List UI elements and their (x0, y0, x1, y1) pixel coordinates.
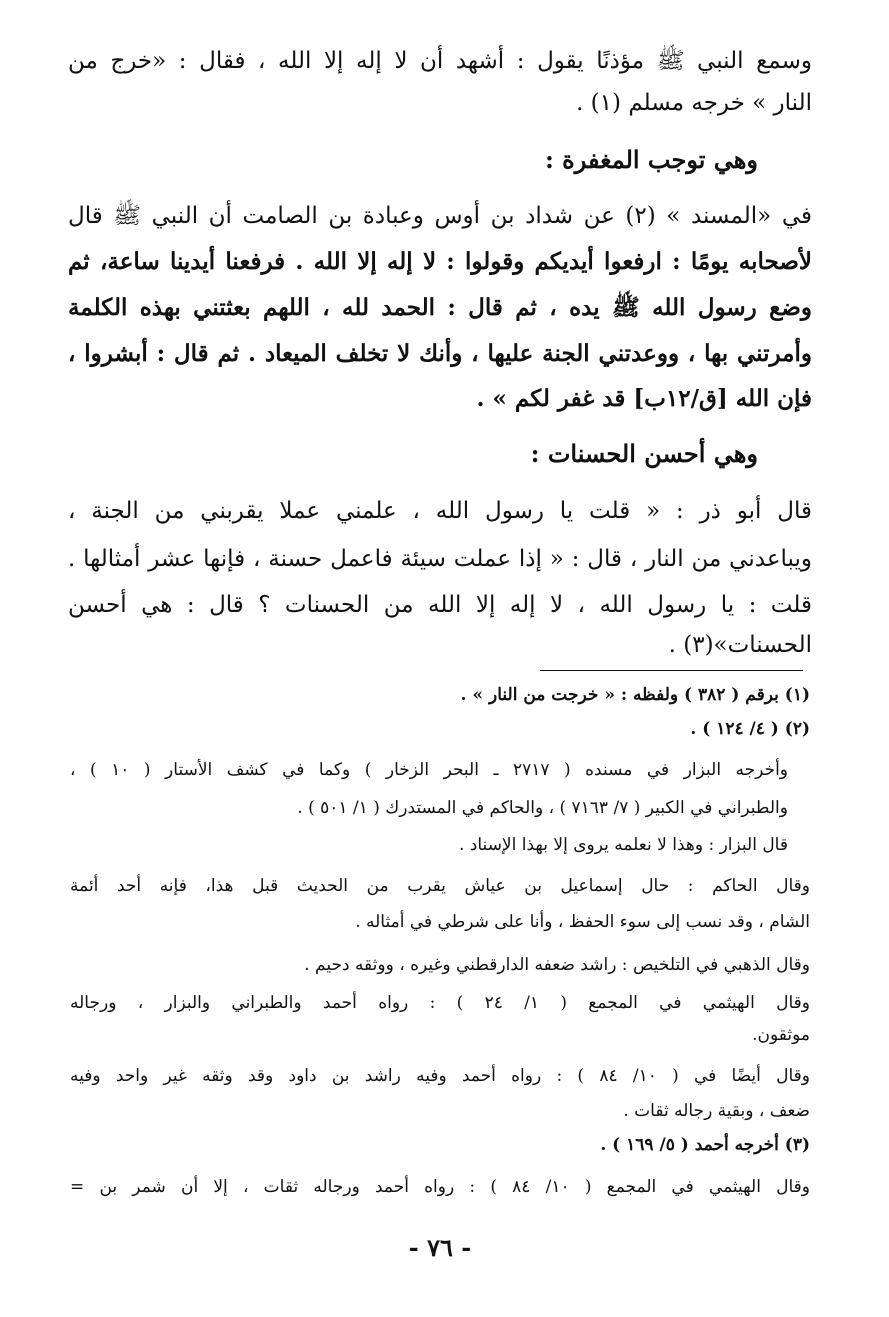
footnote-line: (٣) أخرجه أحمد ( ٥/ ١٦٩ ) . (600, 1135, 810, 1155)
body-line: وأمرتني بها ، ووعدتني الجنة عليها ، وأنك لا تخلف الميعاد . ثم قال : أبشروا ، (68, 340, 812, 367)
body-line: وضع رسول الله ﷺ يده ، ثم قال : الحمد لله ، اللهم بعثتني بهذه الكلمة (68, 294, 812, 321)
body-line: في «المسند » (٢) عن شداد بن أوس وعبادة بن الصامت أن النبي ﷺ قال (68, 203, 812, 229)
footnote-separator (540, 670, 803, 671)
page-number: - ٧٦ - (408, 1233, 472, 1262)
body-line: النار » خرجه مسلم (١) . (576, 90, 812, 116)
body-line: فإن الله [ق/١٢ب] قد غفر لكم » . (476, 385, 812, 412)
footnote-line: والطبراني في الكبير ( ٧/ ٧١٦٣ ) ، والحاكم في المستدرك ( ١/ ٥٠١ ) . (297, 798, 788, 818)
section-heading: وهي أحسن الحسنات : (530, 439, 758, 468)
footnote-line: ضعف ، وبقية رجاله ثقات . (623, 1101, 810, 1121)
body-line: قال أبو ذر : « قلت يا رسول الله ، علمني عملا يقربني من الجنة ، (68, 498, 812, 524)
footnote-line: قال البزار : وهذا لا نعلمه يروى إلا بهذا الإسناد . (459, 835, 788, 855)
section-heading: وهي توجب المغفرة : (544, 145, 758, 174)
footnote-line: موثقون. (752, 1025, 810, 1045)
footnote-line: (١) برقم ( ٣٨٢ ) ولفظه : « خرجت من النار » . (460, 685, 810, 705)
footnote-line: وأخرجه البزار في مسنده ( ٢٧١٧ ـ البحر الزخار ) وكما في كشف الأستار ( ١٠ ) ، (70, 760, 788, 780)
body-line: قلت : يا رسول الله ، لا إله إلا الله من الحسنات ؟ قال : هي أحسن (68, 592, 812, 618)
body-line: لأصحابه يومًا : ارفعوا أيديكم وقولوا : لا إله إلا الله . فرفعنا أيدينا ساعة، ثم (68, 248, 812, 275)
footnote-line: وقال الحاكم : حال إسماعيل بن عياش يقرب من الحديث قبل هذا، فإنه أحد أئمة (70, 876, 810, 896)
body-line: الحسنات»(٣) . (668, 632, 812, 658)
footnote-line: (٢) ( ٤/ ١٢٤ ) . (690, 719, 810, 739)
footnote-line: وقال أيضًا في ( ١٠/ ٨٤ ) : رواه أحمد وفيه راشد بن داود وقد وثقه غير واحد وفيه (70, 1066, 810, 1086)
body-line: ويباعدني من النار ، قال : « إذا عملت سيئة فاعمل حسنة ، فإنها عشر أمثالها . (68, 546, 812, 572)
footnote-line: الشام ، وقد نسب إلى سوء الحفظ ، وأنا على شرطي في أمثاله . (355, 912, 810, 932)
footnote-line: وقال الهيثمي في المجمع ( ١٠/ ٨٤ ) : رواه أحمد ورجاله ثقات ، إلا أن شمر بن = (70, 1177, 810, 1197)
footnote-line: وقال الذهبي في التلخيص : راشد ضعفه الدارقطني وغيره ، ووثقه دحيم . (304, 955, 810, 975)
footnote-line: وقال الهيثمي في المجمع ( ١/ ٢٤ ) : رواه أحمد والطبراني والبزار ، ورجاله (70, 993, 810, 1013)
body-line: وسمع النبي ﷺ مؤذنًا يقول : أشهد أن لا إله إلا الله ، فقال : «خرج من (68, 48, 812, 74)
